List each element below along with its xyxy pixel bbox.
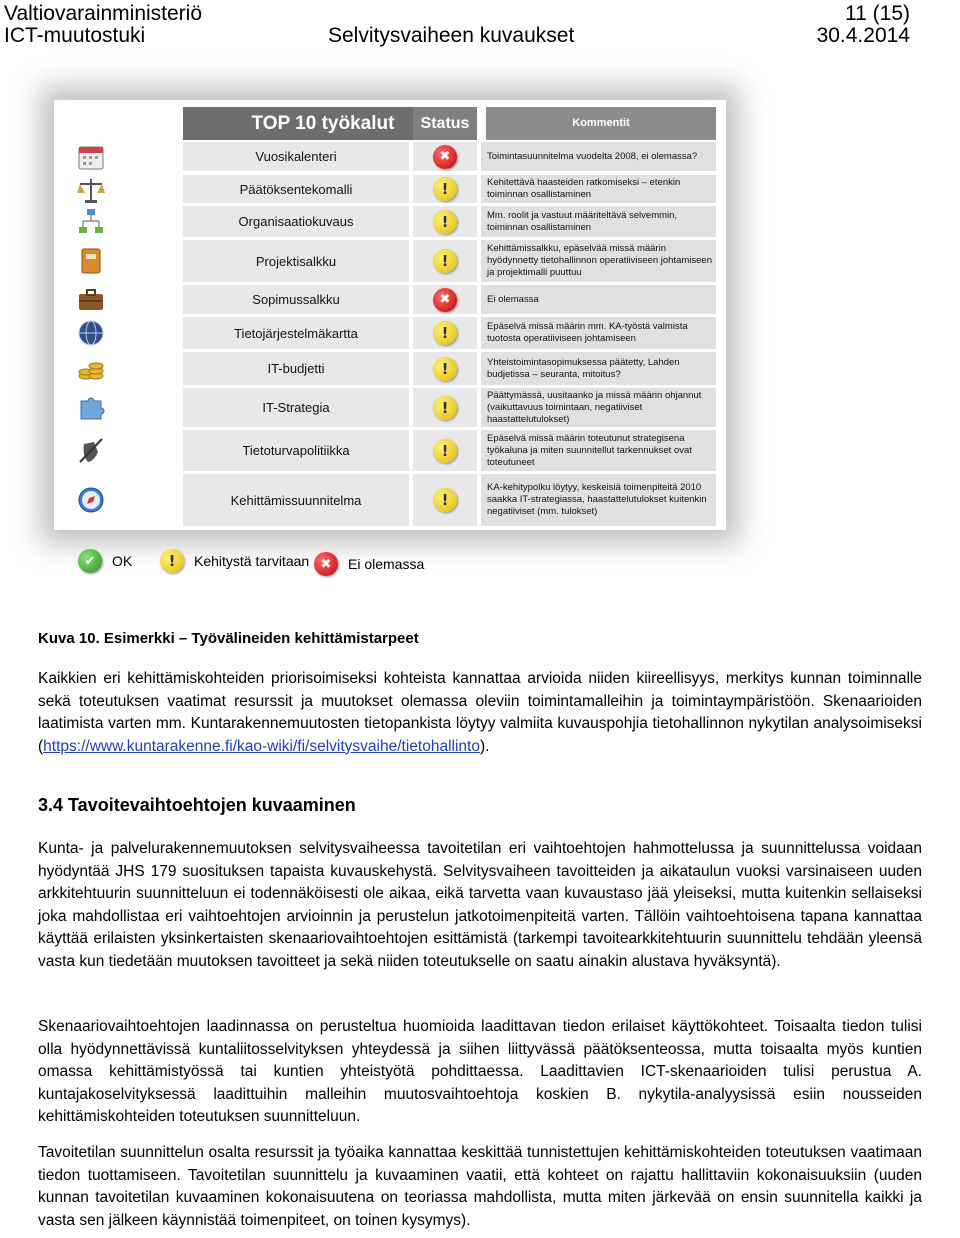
legend-dev [160, 548, 309, 574]
comment-cell: KA-kehitypolku löytyy, keskeisiä toimenpiteitä 2010 saakka IT-strategiassa, haastattelutulokset kuitenkin negatiiviset (mm. tulokset) [481, 474, 716, 526]
tool-name: IT-Strategia [183, 388, 409, 427]
table-row [54, 388, 726, 427]
col-header-status: Status [413, 107, 477, 140]
comment-cell: Ei olemassa [481, 285, 716, 314]
status-yellow-icon: ! [433, 249, 457, 273]
legend-none [314, 551, 424, 577]
table-row [54, 317, 726, 349]
status-cell [413, 142, 477, 171]
tool-name: Tietojärjestelmäkartta [183, 317, 409, 349]
status-cell [413, 388, 477, 427]
paragraph-3: Skenaariovaihtoehtojen laadinnassa on perusteltua huomioida laadittavan tiedon erilaiset käyttökohteet. Toisaalta tiedon tulisi olla hyödynnettävissä kuntaliitosselvityksen yhteydessä ja siihen liittyvässä päätöksenteossa, mutta toisaalta myös kuntien omassa kehittämistyössä tai kuntien yhteistyötä pohdittaessa. Laadittavien ICT-skenaarioiden tulisi perustua A. kuntajakoselvityksessä laadittuihin malleihin muutosvaihtoehtoja koskien B. nykytila-analyysissä esiin nousseiden kehittämiskohteiden toteutuksen suunnitteluun. [38, 1018, 922, 1125]
status-cell [413, 240, 477, 282]
org-chart-icon [76, 207, 106, 237]
comment-cell: Yhteistoimintasopimuksessa päätetty, Lahden budjetissa – seuranta, mitoitus? [481, 352, 716, 385]
tool-name: IT-budjetti [183, 352, 409, 385]
tool-name: Tietoturvapolitiikka [183, 430, 409, 471]
status-cell [413, 206, 477, 237]
comment-cell: Epäselvä missä määrin mm. KA-työstä valmista tuotosta operatiiviseen johtamiseen [481, 317, 716, 349]
comment-cell: Toimintasuunnitelma vuodelta 2008, ei olemassa? [481, 142, 716, 171]
status-cell [413, 285, 477, 314]
table-row [54, 240, 726, 282]
tools-table [54, 100, 726, 530]
table-row [54, 206, 726, 237]
status-red-icon: ✖ [433, 145, 457, 169]
status-yellow-icon: ! [433, 357, 457, 381]
figure-caption: Kuva 10. Esimerkki – Työvälineiden kehittämistarpeet [38, 630, 419, 647]
binder-icon [76, 246, 106, 276]
paragraph-2: Kunta- ja palvelurakennemuutoksen selvitysvaiheessa tavoitetilan eri vaihtoehtojen hahmottelussa ja suunnittelussa voidaan hyödyntää JHS 179 suosituksen tapaista kuvauskehystä. Selvitysvaiheen tavoitteiden ja aikataulun vuoksi varsinaiseen uuden arkkitehtuurin suunnitteluun ei todennäköisesti ole aikaa, eikä tarvetta vaan kuvaustaso jää yleiseksi, mutta kuitenkin sellaiseksi joka mahdollistaa eri vaihtoehtojen arvioinnin ja perustelun jatkotoimenpiteitä varten. Tällöin vaihtoehtoisena tapana kannattaa käyttää erilaisten yksinkertaisten skenaariovaihtoehtojen esittämistä (tarkempi tavoitearkkitehtuurin suunnittelu tehdään yleensä vasta kun tiedetään muutoksen tavoitteet ja sekä niiden toteutukselle on saatu ainakin alustava hyväksyntä). [38, 840, 922, 970]
tool-name: Vuosikalenteri [183, 142, 409, 171]
calendar-icon [76, 142, 106, 172]
comment-cell: Kehitettävä haasteiden ratkomiseksi – etenkin toiminnan osallistaminen [481, 175, 716, 203]
table-row [54, 142, 726, 171]
table-row [54, 474, 726, 526]
comment-cell: Mm. roolit ja vastuut määriteltävä selvemmin, toiminnan osallistaminen [481, 206, 716, 237]
org-name: Valtiovarainministeriö [4, 2, 203, 25]
table-row [54, 285, 726, 314]
status-cell [413, 430, 477, 471]
status-yellow-icon: ! [433, 321, 457, 345]
tool-name: Sopimussalkku [183, 285, 409, 314]
status-yellow-icon: ! [433, 396, 457, 420]
page-number: 11 (15) [845, 2, 910, 25]
header-date: 30.4.2014 [816, 24, 910, 47]
coins-icon [76, 354, 106, 384]
table-row [54, 352, 726, 385]
compass-icon [76, 485, 106, 515]
status-yellow-icon: ! [433, 488, 457, 512]
globe-icon [76, 318, 106, 348]
status-yellow-icon: ! [433, 177, 457, 201]
cross-icon: ✖ [314, 552, 338, 576]
tool-name: Organisaatiokuvaus [183, 206, 409, 237]
paragraph-1 [38, 668, 922, 758]
unit-name: ICT-muutostuki [4, 24, 146, 47]
tool-name: Projektisalkku [183, 240, 409, 282]
status-yellow-icon: ! [433, 439, 457, 463]
col-header-comments: Kommentit [486, 107, 716, 140]
status-cell [413, 175, 477, 203]
tool-name: Kehittämissuunnitelma [183, 474, 409, 526]
legend-ok-label: OK [112, 553, 133, 569]
status-red-icon: ✖ [433, 288, 457, 312]
comment-cell: Kehittämissalkku, epäselvää missä määrin hyödynnetty tietohallinnon operatiiviseen johtamiseen ja projektimalli puuttuu [481, 240, 716, 282]
legend-none-label: Ei olemassa [348, 556, 425, 572]
table-row [54, 175, 726, 203]
scales-icon [76, 175, 106, 205]
comment-cell: Päättymässä, uusitaanko ja missä määrin ohjannut (vaikuttavuus toimintaan, negatiiviset haastattelutulokset) [481, 388, 716, 427]
exclamation-icon: ! [160, 549, 184, 573]
legend-ok [78, 548, 132, 574]
table-row [54, 430, 726, 471]
section-name: Selvitysvaiheen kuvaukset [328, 24, 575, 47]
tool-name: Päätöksentekomalli [183, 175, 409, 203]
shield-sword-icon [76, 436, 106, 466]
paragraph-1-end: ). [479, 737, 490, 755]
comment-cell: Epäselvä missä määrin toteutunut strategisena työkaluna ja miten suunnitellut tarkennukset ovat toteutuneet [481, 430, 716, 471]
check-icon: ✔ [78, 549, 102, 573]
col-header-tools: TOP 10 työkalut [183, 107, 463, 140]
section-heading: 3.4 Tavoitevaihtoehtojen kuvaaminen [38, 795, 356, 815]
status-yellow-icon: ! [433, 210, 457, 234]
legend-dev-label: Kehitystä tarvitaan [194, 553, 310, 569]
status-cell [413, 474, 477, 526]
paragraph-4: Tavoitetilan suunnittelun osalta resurssit ja työaika kannattaa keskittää tunnistettujen kehittämiskohteiden toteutuksen vaatimaan tiedon tuottamiseen. Tavoitetilan suunnittelu ja kuvaaminen vaatii, että kohteet on rajattu hallittaviin kokonaisuuksiin (uuden kunnan tavoitetilan kuvaaminen kokonaisuutena on teoriassa mahdollista, mutta miten järkevää on ensin suunnitella kaikki ja vasta sen jälkeen käynnistää toimenpiteet, on toinen kysymys). [38, 1144, 922, 1229]
paragraph-1-text: Kaikkien eri kehittämiskohteiden priorisoimiseksi kohteista kannattaa arvioida niiden kiireellisyys, merkitys kunnan toiminnalle sekä toteutuksen vaatimat resurssit ja muutokset olemassa oleviin toimintamalleihin ja toimintaympäristöön. Skenaarioiden laatimista varten mm. Kuntarakennemuutosten tietopankista löytyy valmiita kuvauspohjia tietohallinnon nykytilan analysoimiseksi ( [38, 670, 922, 755]
briefcase-icon [76, 285, 106, 315]
kuntarakenne-link[interactable]: https://www.kuntarakenne.fi/kao-wiki/fi/selvitysvaihe/tietohallinto [43, 737, 480, 755]
status-cell [413, 352, 477, 385]
puzzle-icon [76, 393, 106, 423]
status-cell [413, 317, 477, 349]
